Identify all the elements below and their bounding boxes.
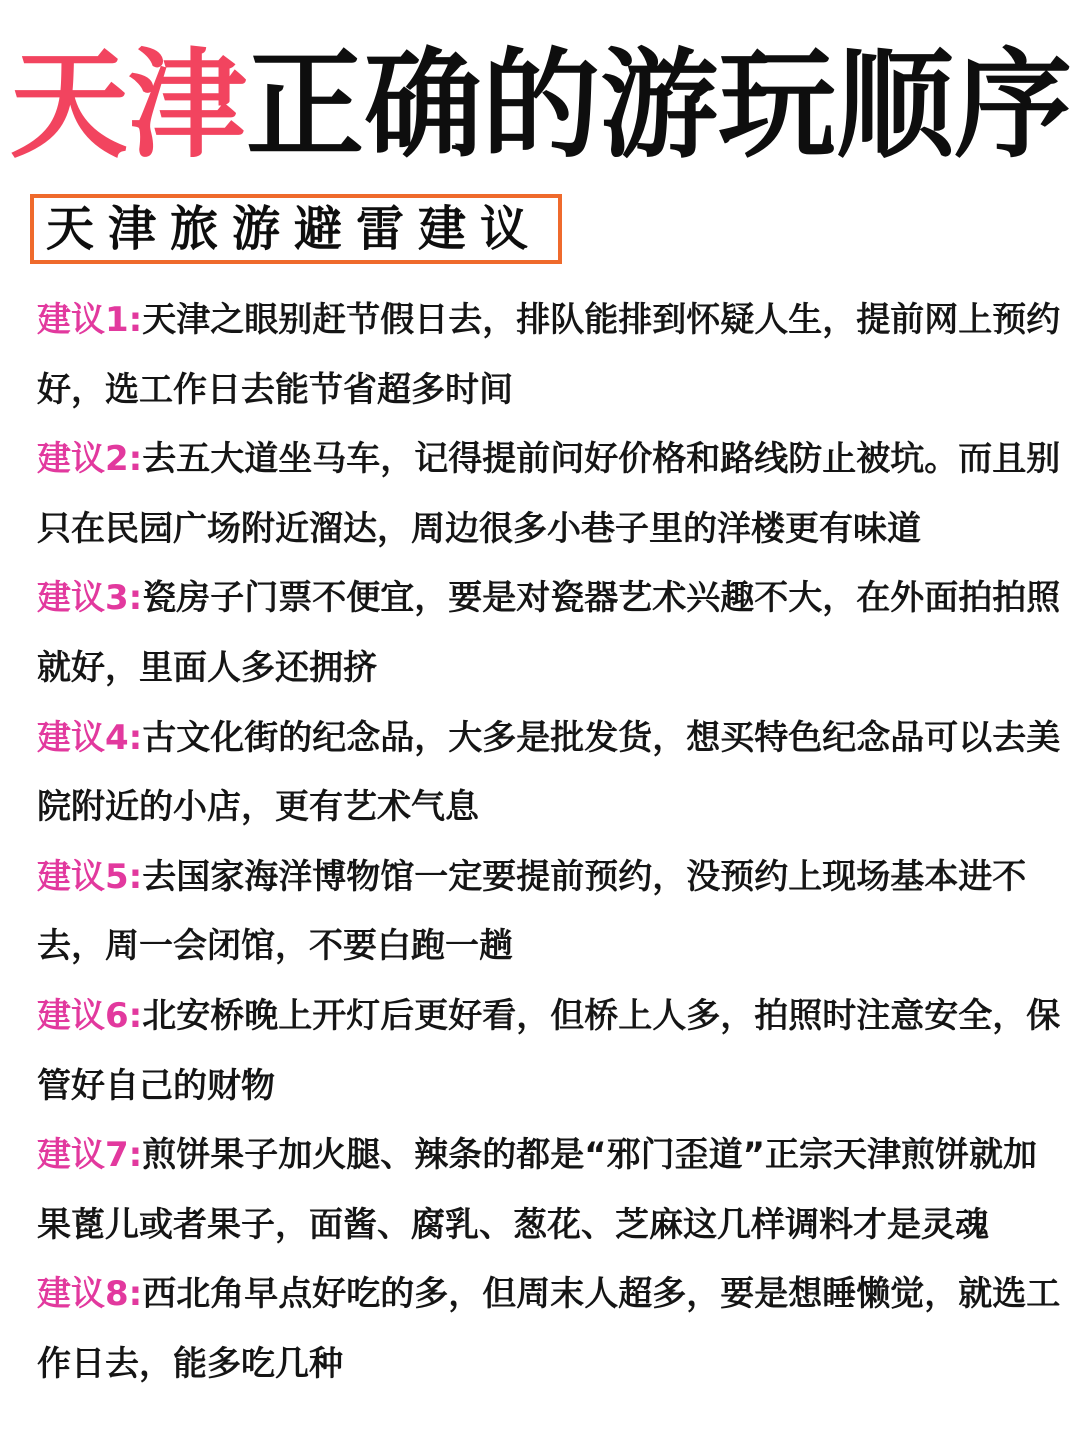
tip-item bbox=[37, 425, 1067, 564]
tip-text: 北安桥晚上开灯后更好看，但桥上人多，拍照时注意安全，保管好自己的财物 bbox=[37, 995, 1061, 1106]
tip-item bbox=[37, 704, 1067, 843]
tip-item bbox=[37, 564, 1067, 703]
tip-item bbox=[37, 843, 1067, 982]
tip-tag: 建议5: bbox=[37, 856, 143, 897]
tip-tag: 建议6: bbox=[37, 995, 143, 1036]
tip-text: 古文化街的纪念品，大多是批发货，想买特色纪念品可以去美院附近的小店，更有艺术气息 bbox=[37, 717, 1061, 828]
tip-text: 去五大道坐马车，记得提前问好价格和路线防止被坑。而且别只在民园广场附近溜达，周边很多小巷子里的洋楼更有味道 bbox=[37, 439, 1061, 549]
tips-list bbox=[37, 286, 1067, 1400]
tip-item bbox=[37, 1121, 1067, 1260]
tip-tag: 建议1: bbox=[37, 300, 143, 340]
tip-text: 天津之眼别赶节假日去，排队能排到怀疑人生，提前网上预约好，选工作日去能节省超多时间 bbox=[37, 300, 1061, 410]
tip-item bbox=[37, 1260, 1067, 1399]
tip-tag: 建议3: bbox=[37, 578, 143, 619]
page-title bbox=[10, 36, 1073, 174]
tip-text: 去国家海洋博物馆一定要提前预约，没预约上现场基本进不去，周一会闭馆，不要白跑一趟 bbox=[37, 856, 1027, 967]
tip-tag: 建议2: bbox=[37, 439, 143, 480]
title-highlight: 天津 bbox=[10, 36, 247, 174]
tip-tag: 建议8: bbox=[37, 1274, 143, 1315]
tip-text: 煎饼果子加火腿、辣条的都是“邪门歪道”正宗天津煎饼就加果蓖儿或者果子，面酱、腐乳、葱花、芝麻这几样调料才是灵魂 bbox=[37, 1135, 1037, 1245]
tip-text: 西北角早点好吃的多，但周末人超多，要是想睡懒觉，就选工作日去，能多吃几种 bbox=[37, 1274, 1061, 1384]
tip-item bbox=[37, 286, 1067, 425]
tip-text: 瓷房子门票不便宜，要是对瓷器艺术兴趣不大，在外面拍拍照就好，里面人多还拥挤 bbox=[37, 578, 1061, 688]
tip-tag: 建议7: bbox=[37, 1135, 143, 1176]
tip-tag: 建议4: bbox=[37, 717, 143, 758]
subtitle: 天津旅游避雷建议 bbox=[46, 201, 543, 257]
tip-item bbox=[37, 982, 1067, 1121]
subtitle-box bbox=[30, 194, 562, 264]
title-rest: 正确的游玩顺序 bbox=[246, 36, 1073, 174]
